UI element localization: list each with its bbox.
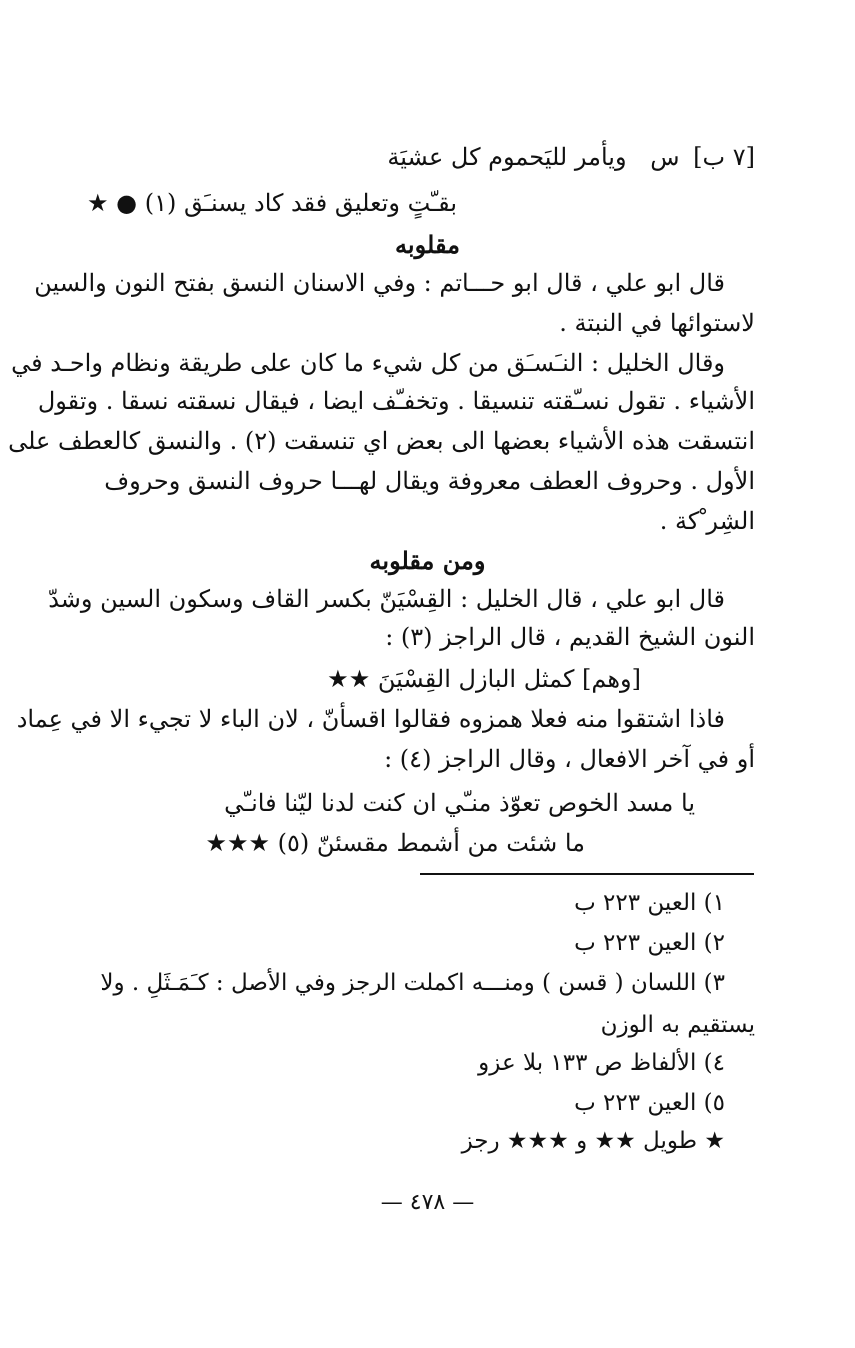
verse-line: يا مسد الخوص تعوّذ منـّي ان كنت لدنا ليّنا فانـّي [224, 789, 695, 817]
paragraph-line: قال ابو علي ، قال ابو حـــاتم : وفي الاسنان النسق بفتح النون والسين [34, 269, 725, 297]
paragraph-line: انتسقت هذه الأشياء بعضها الى بعض اي تنسقت (٢) . والنسق كالعطف على [8, 427, 755, 455]
paragraph-line: الأول . وحروف العطف معروفة ويقال لهـــا حروف النسق وحروف [104, 467, 755, 495]
section-heading: مقلوبه [395, 230, 460, 259]
paragraph-line: الأشياء . تقول نسـّقته تنسيقا . وتخفـّف ايضا ، فيقال نسقته نسقا . وتقول [37, 387, 755, 415]
meter-legend: ★ طويل ★★ و ★★★ رجز [461, 1128, 725, 1154]
page-number: — ٤٧٨ — [380, 1190, 475, 1215]
paragraph-line: أو في آخر الافعال ، وقال الراجز (٤) : [384, 745, 755, 773]
verse-line: ما شئت من أشمط مقسئنّ (٥) ★★★ [205, 829, 585, 857]
verse-line: ويأمر لليَحموم كل عشيَة [387, 143, 627, 171]
verse-line: بقـّتٍ وتعليق فقد كاد يسنـَق (١) ● ★ [87, 189, 457, 217]
paragraph-line: الشِر ْكة . [659, 507, 755, 535]
section-heading: ومن مقلوبه [369, 546, 486, 575]
footnote: ١) العين ٢٢٣ ب [574, 890, 725, 916]
manuscript-siglum: س [650, 143, 680, 171]
paragraph-line: فاذا اشتقوا منه فعلا همزوه فقالوا اقسأنّ ، لان الباء لا تجيء الا في عِماد [16, 705, 725, 733]
footnote: ٥) العين ٢٢٣ ب [574, 1090, 725, 1116]
paragraph-line: النون الشيخ القديم ، قال الراجز (٣) : [385, 623, 755, 651]
footnote: ٢) العين ٢٢٣ ب [574, 930, 725, 956]
header-line [387, 140, 755, 174]
folio-marker: [٧ ب] [693, 143, 755, 171]
footnote: ٣) اللسان ( قسن ) ومنـــه اكملت الرجز وفي الأصل : كـَمَـثَلِ . ولا [100, 970, 725, 996]
paragraph-line: قال ابو علي ، قال الخليل : القِسْيَنّ بكسر القاف وسكون السين وشدّ [48, 585, 725, 613]
footnote: ٤) الألفاظ ص ١٣٣ بلا عزو [478, 1050, 725, 1076]
footnote-continuation: يستقيم به الوزن [600, 1012, 755, 1038]
paragraph-line: لاستوائها في النبتة . [559, 309, 755, 337]
paragraph-line: وقال الخليل : النـَسـَق من كل شيء ما كان على طريقة ونظام واحـد في [11, 349, 725, 377]
verse-line: [وهم] كمثل البازل القِسْيَنَ ★★ [327, 665, 641, 693]
footnote-divider [420, 873, 754, 875]
